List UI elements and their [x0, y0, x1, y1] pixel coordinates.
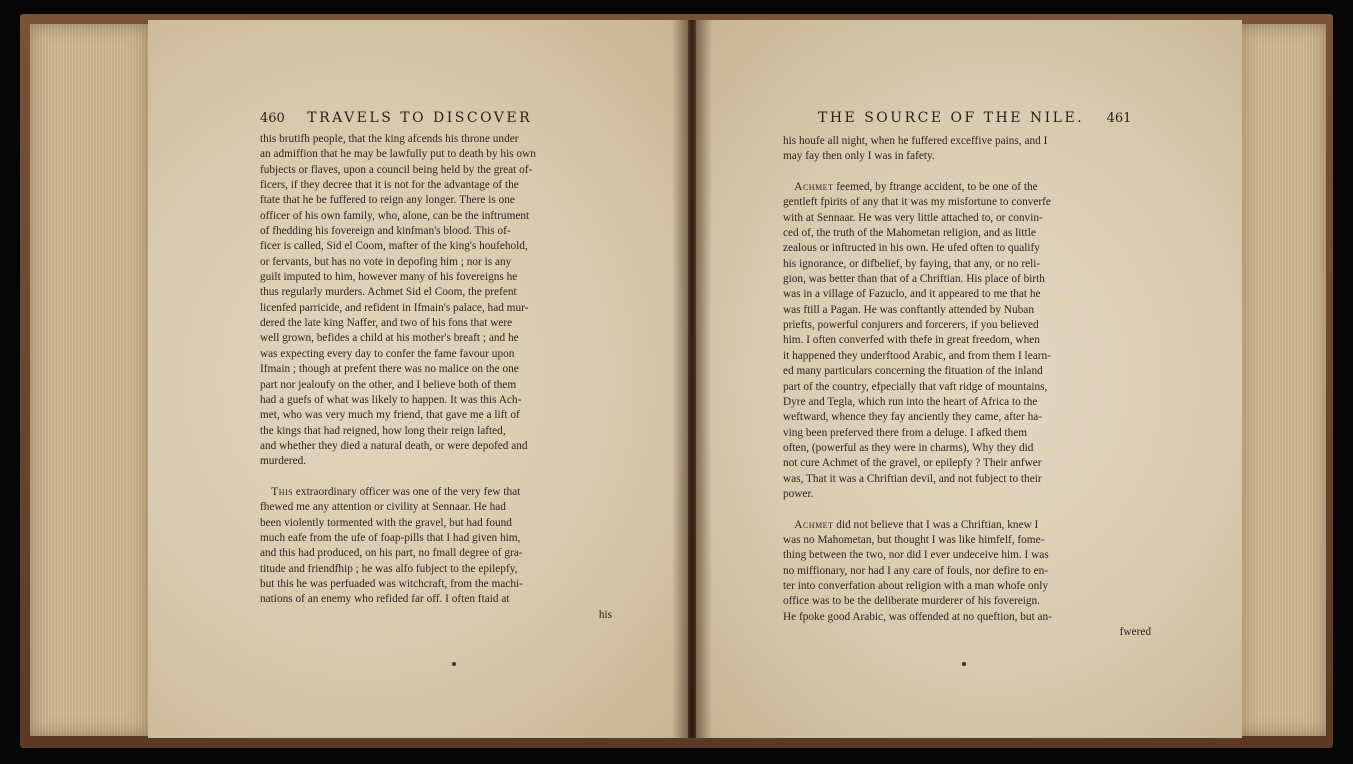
text-line: thing between the two, nor did I ever undeceive him. I was: [783, 549, 1049, 562]
text-line: may fay then only I was in fafety.: [783, 150, 935, 163]
left-p2-first-rest: extraordinary officer was one of the very few that: [293, 485, 521, 498]
text-line: ced of, the truth of the Mahometan religion, and as little: [783, 227, 1036, 240]
right-running-head: [818, 110, 1158, 126]
text-line: but this he was perfuaded was witchcraft, from the machi-: [260, 577, 523, 590]
text-line: gion, was better than that of a Chriftian. His place of birth: [783, 273, 1045, 286]
text-line: ficers, if they decree that it is not for the advantage of the: [260, 179, 519, 192]
text-line: part of the country, efpecially that vaft ridge of mountains,: [783, 380, 1048, 393]
text-line: was no Mahometan, but thought I was like himfelf, fome-: [783, 533, 1045, 546]
left-catchword: his: [598, 608, 612, 621]
text-line: his houfe all night, when he fuffered exceffive pains, and I: [783, 135, 1048, 147]
text-line: was expecting every day to confer the fame favour upon: [260, 347, 515, 360]
left-running-head: [260, 110, 560, 126]
text-line: not cure Achmet of the gravel, or epilepfy ? Their anfwer: [783, 457, 1042, 470]
text-line: ftate that he be fuffered to reign any longer. There is one: [260, 194, 515, 207]
right-body-text: [783, 134, 1151, 640]
text-line: well grown, befides a child at his mother's breaft ; and he: [260, 332, 519, 345]
text-line: and whether they died a natural death, or were depofed and: [260, 439, 528, 452]
text-line: nations of an enemy who refided far off. I often ftaid at: [260, 593, 510, 606]
text-line: often, (powerful as they were in charms), Why they did: [783, 441, 1034, 454]
text-line: of fhedding his fovereign and kinfman's blood. This of-: [260, 225, 511, 238]
right-signature-mark: [962, 662, 966, 666]
right-p3-first-line: [783, 518, 1151, 533]
text-line: titude and friendfhip ; he was alfo fubject to the epilepfy,: [260, 562, 518, 575]
text-line: guilt imputed to him, however many of his fovereigns he: [260, 271, 518, 284]
right-p2-first-line: [783, 180, 1151, 195]
text-line: been violently tormented with the gravel, but had found: [260, 516, 512, 529]
text-line: dered the late king Naffer, and two of his fons that were: [260, 317, 513, 330]
right-p2-first-rest: feemed, by ftrange accident, to be one of the: [833, 181, 1038, 194]
text-line: was ftill a Pagan. He was conftantly attended by Nuban: [783, 303, 1034, 316]
text-line: zealous or inftructed in his own. He ufed often to qualify: [783, 242, 1040, 255]
text-line: Ifmain ; though at prefent there was no malice on the one: [260, 363, 519, 376]
left-page-edges: [30, 24, 148, 736]
right-paragraph-3: [783, 533, 1151, 625]
text-line: power.: [783, 487, 814, 500]
text-line: part nor jealoufy on the other, and I believe both of them: [260, 378, 517, 391]
text-line: much eafe from the ufe of foap-pills that I had given him,: [260, 531, 521, 544]
text-line: thus regularly murders. Achmet Sid el Coom, the prefent: [260, 286, 517, 299]
right-page-edges: [1240, 24, 1326, 736]
right-p3-first-rest: did not believe that I was a Chriftian, knew I: [833, 518, 1039, 531]
text-line: ficer is called, Sid el Coom, mafter of the king's houfehold,: [260, 240, 528, 253]
text-line: and this had produced, on his part, no fmall degree of gra-: [260, 547, 523, 560]
text-line: officer of his own family, who, alone, can be the inftrument: [260, 209, 530, 222]
right-p3-initial: Achmet: [794, 518, 834, 531]
right-page-number: 461: [1106, 111, 1132, 126]
text-line: fubjects or flaves, upon a council being held by the great of-: [260, 163, 533, 176]
text-line: met, who was very much my friend, that gave me a lift of: [260, 409, 520, 422]
text-line: him. I often converfed with thefe in great freedom, when: [783, 334, 1040, 347]
text-line: He fpoke good Arabic, was offended at no queftion, but an-: [783, 610, 1052, 623]
left-paragraph-2: [260, 500, 612, 607]
left-p2-first-line: [260, 485, 612, 500]
text-line: weftward, whence they fay anciently they came, after ha-: [783, 411, 1043, 424]
text-line: fhewed me any attention or civility at Sennaar. He had: [260, 501, 506, 514]
text-line: had a guefs of what was likely to happen. It was this Ach-: [260, 393, 522, 406]
text-line: priefts, powerful conjurers and forcerers, if you believed: [783, 319, 1039, 332]
left-signature-mark: [452, 662, 456, 666]
book-gutter: [672, 20, 712, 738]
right-running-title: THE SOURCE OF THE NILE.: [818, 110, 1085, 126]
text-line: no miffionary, nor had I any care of fouls, nor defire to en-: [783, 564, 1049, 577]
paragraph-gap: [783, 502, 1151, 517]
text-line: murdered.: [260, 455, 307, 468]
left-body-text: [260, 132, 612, 623]
text-line: ving been preferved there from a deluge. I afked them: [783, 426, 1028, 439]
left-p2-initial: This: [271, 485, 294, 498]
text-line: with at Sennaar. He was very little attached to, or convin-: [783, 211, 1043, 224]
text-line: gentleft fpirits of any that it was my misfortune to converfe: [783, 196, 1051, 209]
text-line: ed many particulars concerning the fituation of the inland: [783, 365, 1043, 378]
right-catchword: fwered: [1119, 626, 1151, 638]
text-line: the kings that had reigned, how long their reign lafted,: [260, 424, 506, 437]
text-line: licenfed parricide, and refident in Ifmain's palace, had mur-: [260, 301, 529, 314]
paragraph-gap: [260, 470, 612, 485]
text-line: ter into converfation about religion with a man whofe only: [783, 579, 1049, 592]
text-line: an admiffion that he may be lawfully put to death by his own: [260, 148, 536, 161]
right-p2-initial: Achmet: [794, 181, 834, 194]
text-line: was in a village of Fazuclo, and it appeared to me that he: [783, 288, 1041, 301]
text-line: or fervants, but has no vote in depofing him ; nor is any: [260, 255, 512, 268]
text-line: this brutifh people, that the king afcends his throne under: [260, 133, 519, 145]
left-page-number: 460: [260, 111, 285, 126]
text-line: his ignorance, or difbelief, by faying, that any, or no reli-: [783, 257, 1041, 270]
text-line: it happened they underftood Arabic, and from them I learn-: [783, 349, 1051, 362]
text-line: Dyre and Tegla, which run into the heart of Africa to the: [783, 395, 1038, 408]
paragraph-gap: [783, 165, 1151, 180]
right-paragraph-1: [783, 134, 1151, 165]
left-running-title: TRAVELS TO DISCOVER: [307, 110, 533, 126]
text-line: office was to be the deliberate murderer of his fovereign.: [783, 595, 1041, 608]
left-paragraph-1: [260, 132, 612, 470]
right-paragraph-2: [783, 195, 1151, 502]
text-line: was, That it was a Chriftian devil, and not fubject to their: [783, 472, 1042, 485]
